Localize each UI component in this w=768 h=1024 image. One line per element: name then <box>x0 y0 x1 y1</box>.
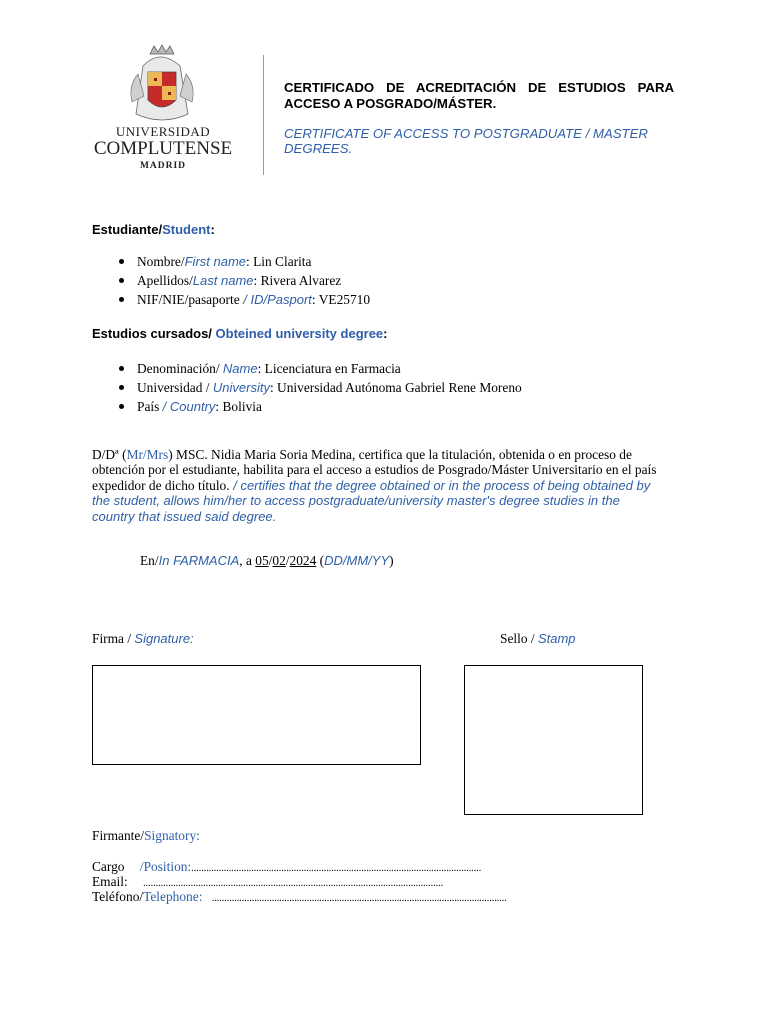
degree-value: Licenciatura en Farmacia <box>264 361 401 376</box>
email-dots[interactable]: ........................................................................................................................ <box>143 878 444 889</box>
list-item <box>137 360 522 379</box>
date-format: DD/MM/YY <box>324 553 390 568</box>
studies-heading-colon: : <box>383 326 388 341</box>
logo-word-madrid: MADRID <box>139 161 187 171</box>
date-slash-1: / <box>268 553 273 568</box>
list-item <box>137 379 522 398</box>
cert-text-en: / certifies that the degree obtained or in the process of being obtained by the student, allows him/her to access postgraduate/university master's degree studies in the country that issued said degree. <box>92 477 651 524</box>
date-open-paren: ( <box>316 553 325 568</box>
university-value: Universidad Autónoma Gabriel Rene Moreno <box>277 380 522 395</box>
id-label-es: NIF/NIE/pasaporte <box>137 292 240 307</box>
list-item <box>137 272 370 291</box>
student-heading-es: Estudiante/ <box>92 222 163 237</box>
position-line <box>92 859 481 875</box>
signatory-es: Firmante/ <box>92 828 145 843</box>
list-item <box>137 291 370 310</box>
first-name-label-es: Nombre/ <box>137 254 185 269</box>
date-year: 2024 <box>289 553 317 568</box>
sello-es: Sello / <box>500 631 538 646</box>
stamp-label <box>500 631 576 647</box>
email-line <box>92 874 443 890</box>
logo-word-complutense: COMPLUTENSE <box>93 138 233 159</box>
telephone-line <box>92 889 507 905</box>
date-month: 02 <box>272 553 286 568</box>
country-label-es: País <box>137 399 163 414</box>
stamp-box[interactable] <box>464 665 643 815</box>
id-label-en: / ID/Pasport <box>239 292 312 307</box>
last-name-label-es: Apellidos/ <box>137 273 193 288</box>
cargo-es: Cargo <box>92 859 125 874</box>
country-sep: : <box>215 399 223 414</box>
university-label-en: University <box>212 380 270 395</box>
place-comma-a: , a <box>239 553 256 568</box>
crest-icon <box>88 44 238 174</box>
signatory-label <box>92 828 200 844</box>
student-heading-colon: : <box>210 222 215 237</box>
firma-en: Signature: <box>134 631 194 646</box>
cargo-en: /Position: <box>139 859 192 874</box>
email-label: Email: <box>92 874 128 889</box>
first-name-sep: : <box>246 254 254 269</box>
studies-list <box>137 360 522 417</box>
header-divider <box>263 55 264 175</box>
logo-word-universidad: UNIVERSIDAD <box>115 124 211 139</box>
studies-heading <box>92 326 388 341</box>
id-value: VE25710 <box>318 292 371 307</box>
last-name-label-en: Last name <box>192 273 254 288</box>
signatory-en: Signatory: <box>144 828 200 843</box>
id-sep: : <box>311 292 319 307</box>
firma-es: Firma / <box>92 631 135 646</box>
student-heading-en: Student <box>162 222 211 237</box>
place-en-es: En/ <box>140 553 159 568</box>
last-name-sep: : <box>253 273 261 288</box>
studies-heading-es: Estudios cursados/ <box>92 326 216 341</box>
list-item <box>137 398 522 417</box>
country-value: Bolivia <box>222 399 262 414</box>
signature-box[interactable] <box>92 665 421 765</box>
telefono-es: Teléfono/ <box>92 889 144 904</box>
date-close-paren: ) <box>389 553 394 568</box>
university-sep: : <box>269 380 278 395</box>
first-name-label-en: First name <box>184 254 247 269</box>
university-logo <box>88 44 238 174</box>
list-item <box>137 253 370 272</box>
university-label-es: Universidad / <box>137 380 213 395</box>
certification-paragraph <box>92 447 659 524</box>
place-in-farmacia: In FARMACIA <box>158 553 240 568</box>
place-date-line <box>140 553 394 569</box>
title-spanish: CERTIFICADO DE ACREDITACIÓN DE ESTUDIOS PARA ACCESO A POSGRADO/MÁSTER. <box>284 80 674 111</box>
degree-label-en: Name <box>222 361 258 376</box>
last-name-value: Rivera Alvarez <box>260 273 342 288</box>
student-list <box>137 253 370 310</box>
telefono-en: Telephone: <box>143 889 203 904</box>
cert-prefix: D/Dª ( <box>92 447 127 462</box>
degree-label-es: Denominación/ <box>137 361 223 376</box>
country-label-en: / Country <box>162 399 216 414</box>
sello-en: Stamp <box>537 631 576 646</box>
first-name-value: Lin Clarita <box>253 254 312 269</box>
studies-heading-en: Obteined university degree <box>215 326 384 341</box>
cargo-dots[interactable]: .................................................................................................................... <box>191 863 482 874</box>
signature-label <box>92 631 194 647</box>
cert-mr-mrs: Mr/Mrs <box>126 447 169 462</box>
cert-text-es: ) MSC. Nidia Maria Soria Medina, certifica que la titulación, obtenida o en proceso de obtención por el estudiante, habilita para el acceso a estudios de Posgrado/Máster Universitario en el país expedidor de dicho título. <box>92 447 657 493</box>
student-heading <box>92 222 215 237</box>
date-day: 05 <box>255 553 269 568</box>
degree-sep: : <box>257 361 265 376</box>
date-slash-2: / <box>285 553 290 568</box>
title-english: CERTIFICATE OF ACCESS TO POSTGRADUATE / MASTER DEGREES. <box>284 126 648 156</box>
telefono-dots[interactable]: ...................................................................................................................... <box>211 893 507 904</box>
